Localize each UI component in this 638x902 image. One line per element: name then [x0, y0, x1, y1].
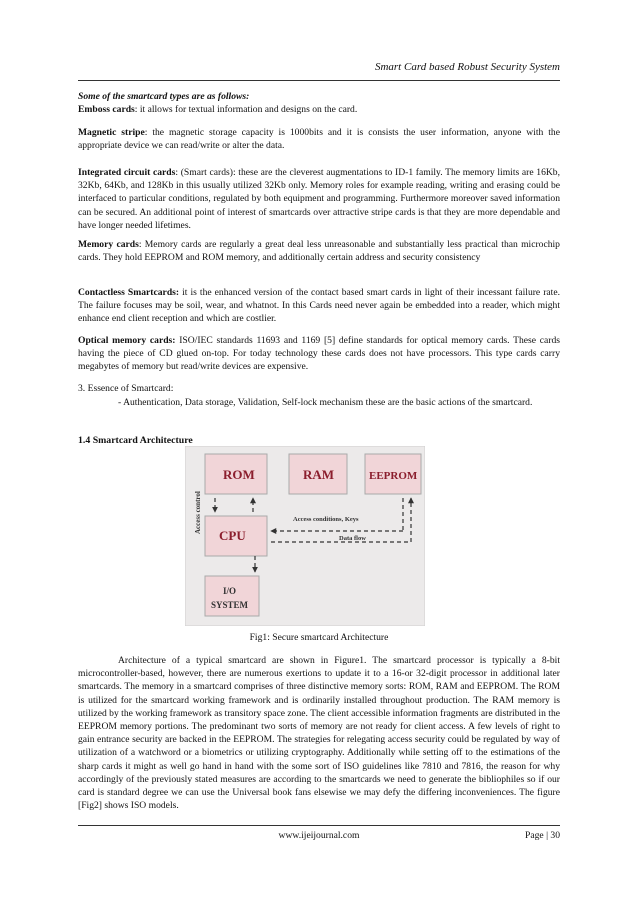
contactless-para — [78, 286, 560, 326]
emboss-text: : it allows for textual information and designs on the card. — [134, 104, 358, 116]
header-rule — [78, 80, 560, 81]
magnetic-term: Magnetic stripe — [78, 127, 145, 138]
memory-term: Memory cards — [78, 239, 139, 250]
architecture-heading: 1.4 Smartcard Architecture — [78, 435, 193, 446]
integrated-term: Integrated circuit cards — [78, 167, 176, 178]
cpu-label: CPU — [219, 528, 246, 543]
footer-rule — [78, 825, 560, 826]
memory-cards-para — [78, 238, 560, 264]
emboss-term: Emboss cards — [78, 104, 135, 116]
rom-label: ROM — [223, 467, 255, 482]
io-label-line2: SYSTEM — [211, 600, 249, 610]
magnetic-text: : the magnetic storage capacity is 1000bits and it is consists the user information, anyone with the appropriate device we can read/write or alter the data. — [78, 127, 560, 152]
types-heading: Some of the smartcard types are as follows: — [78, 91, 250, 102]
essence-text: - Authentication, Data storage, Validation, Self-lock mechanism these are the basic actions of the smartcard. — [118, 397, 533, 408]
running-header: Smart Card based Robust Security System — [374, 61, 560, 73]
io-label-line1: I/O — [223, 586, 237, 596]
optical-text: ISO/IEC standards 11693 and 1169 [5] define standards for optical memory cards. These cards having the piece of CD glued on-top. For today technology these cards does not have processors. This type cards carry megabytes of memory but read/write devices are expensive. — [78, 335, 560, 373]
ram-label: RAM — [303, 467, 335, 482]
integrated-circuit-para — [78, 166, 560, 232]
contactless-term: Contactless Smartcards: — [78, 287, 180, 298]
contactless-text: it is the enhanced version of the contact based smart cards in light of their incessant failure rate. The failure focuses may be soil, wear, and whatnot. In this Cards need never again be embedded into a reader, which might enhance end client reception and which are costlier. — [78, 287, 561, 325]
page-number: Page | 30 — [525, 830, 560, 841]
access-conditions-label: Access conditions, Keys — [293, 516, 359, 523]
io-system-block — [205, 576, 259, 616]
optical-memory-para — [78, 334, 560, 374]
architecture-paragraph: Architecture of a typical smartcard are shown in Figure1. The smartcard processor is typically a 8-bit microcontroller-based, however, there are numerous exertions to update it to a 16-or 32-digit processor in additional later smartcards. The memory in a smartcard comprises of three distinctive memory sorts: ROM, RAM and EEPROM. The ROM is utilized for the smartcard working framework and is ordinarily installed throughout production. The RAM memory is utilized by the working framework as transitory space zone. The client accessible information fragments are distributed in the EEPROM memory portions. The predominant two sorts of memory are not ready for client access. A few levels of right to gain entrance security are backed in the EEPROM. The strategies for relegating access security could be regulated by way of utilization of a watchword or a biometrics or utilizing cryptography. Additionally while setting off to the estimations of the sharp cards it might as well go hand in hand with the some sort of ISO guidelines like 7810 and 7816, the reason for why accordingly of the previously stated measures are according to the smartcards we need to generate the bibliophiles so if our card is standard degree we can use the Universal book fans elsewise we may defy the differing inconveniences. The figure [Fig2] shows ISO models. — [78, 655, 561, 812]
smartcard-types-intro — [78, 90, 560, 116]
essence-heading: 3. Essence of Smartcard: — [78, 383, 174, 394]
magnetic-stripe-para — [78, 126, 560, 152]
emboss-cards-para — [78, 103, 560, 116]
architecture-diagram — [185, 446, 425, 626]
eeprom-label: EEPROM — [369, 470, 418, 482]
optical-term: Optical memory cards: — [78, 335, 176, 346]
access-control-label: Access control — [194, 491, 202, 534]
integrated-text: : (Smart cards): these are the cleverest augmentations to ID-1 family. The memory limits are 16Kb, 32Kb, 64Kb, and 128Kb in this usually utilized 32Kb only. Memory roles for example reading, writing and erasing could be interfaced to particular conditions, regulated by both equipment and programming. Furthermore moreover saved information can be secured. An additional point of interest of smartcards over attractive stripe cards is that they are more dependable and have longer needed lifetimes. — [78, 167, 560, 231]
memory-text: : Memory cards are regularly a great deal less unreasonable and substantially less practical than microchip cards. They hold EEPROM and ROM memory, and additionally certain address and security consistency — [78, 239, 560, 264]
figure-caption: Fig1: Secure smartcard Architecture — [249, 632, 389, 643]
data-flow-label: Data flow — [339, 535, 366, 542]
footer-url[interactable]: www.ijeijournal.com — [278, 830, 360, 841]
